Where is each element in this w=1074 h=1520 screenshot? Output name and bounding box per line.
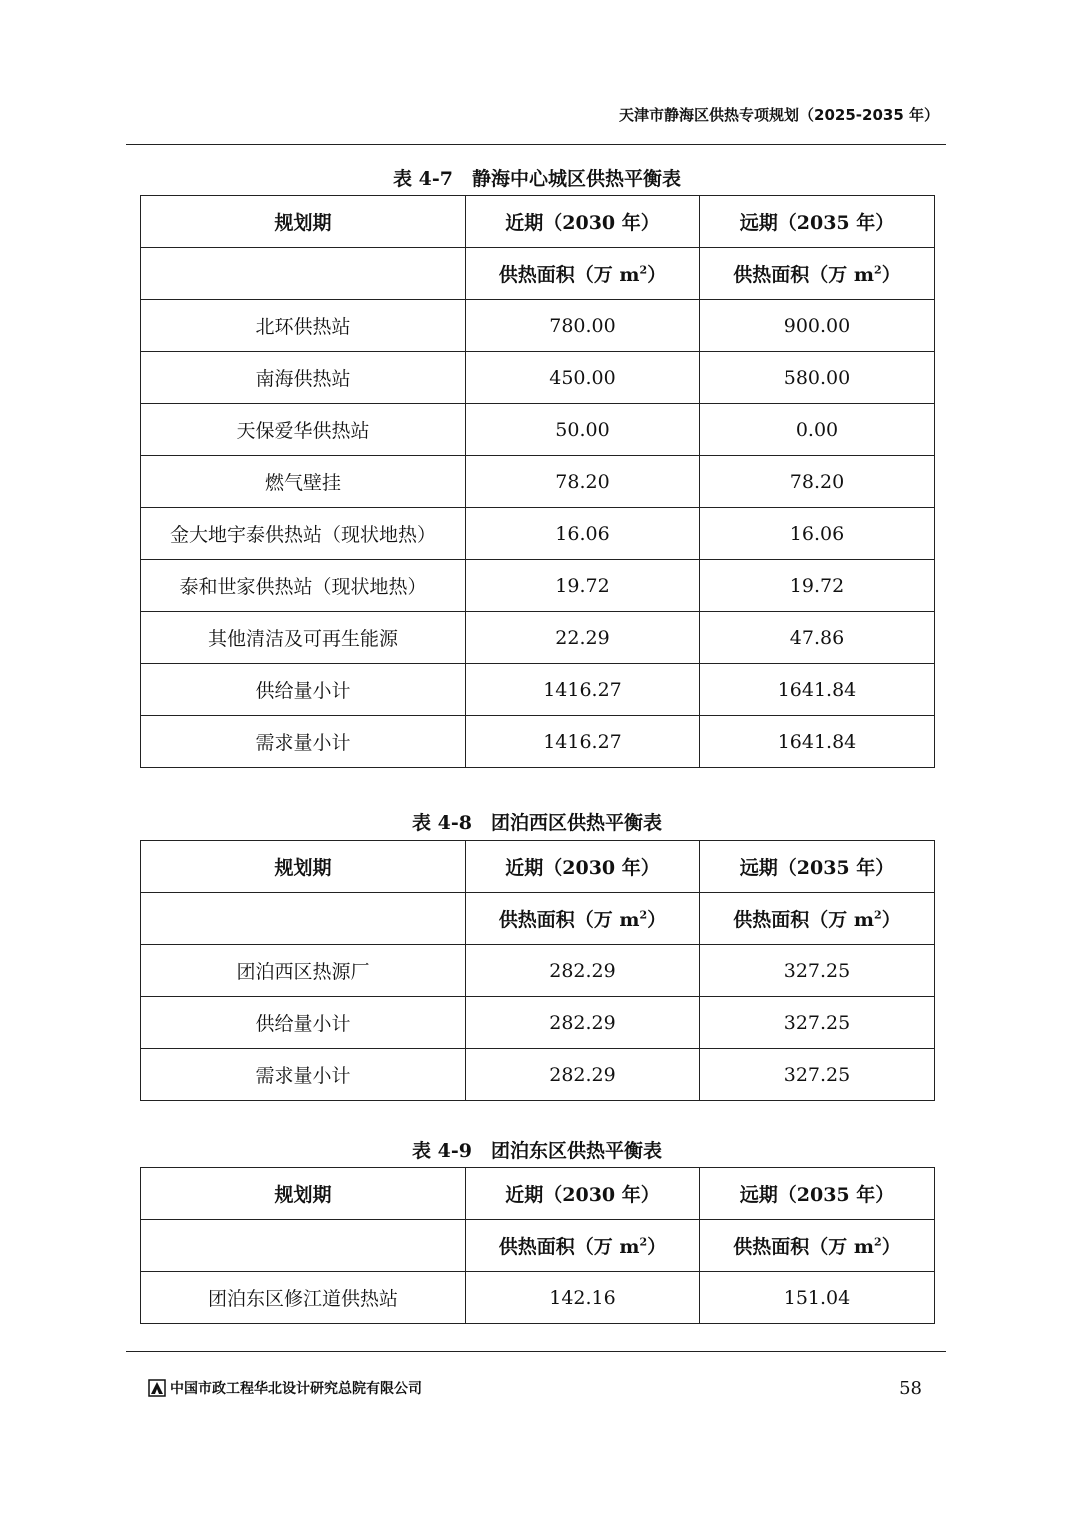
subheader-long-area: 供热面积（万 $m^2$） (700, 893, 935, 945)
page-number: 58 (899, 1378, 922, 1399)
table-row (141, 300, 935, 352)
row-label: 供给量小计 (141, 997, 466, 1049)
row-near-value: 1416.27 (466, 664, 700, 716)
row-near-value: 78.20 (466, 456, 700, 508)
row-long-value: 900.00 (700, 300, 935, 352)
header-cell-long-term: 远期（2035 年） (700, 841, 935, 893)
table-4-8 (140, 840, 935, 1101)
row-near-value: 450.00 (466, 352, 700, 404)
row-near-value: 282.29 (466, 1049, 700, 1101)
company-logo-icon (148, 1379, 166, 1397)
subheader-empty-cell (141, 248, 466, 300)
row-label: 需求量小计 (141, 1049, 466, 1101)
row-near-value: 142.16 (466, 1272, 700, 1324)
row-long-value: 19.72 (700, 560, 935, 612)
table-row (141, 404, 935, 456)
table-row (141, 508, 935, 560)
row-long-value: 78.20 (700, 456, 935, 508)
header-cell-period: 规划期 (141, 1168, 466, 1220)
table-subheader-row (141, 248, 935, 300)
table-header-row (141, 1168, 935, 1220)
table-row (141, 1272, 935, 1324)
table-4-7 (140, 195, 935, 768)
subheader-near-area: 供热面积（万 $m^2$） (466, 1220, 700, 1272)
page-header-title: 天津市静海区供热专项规划（2025-2035 年） (619, 106, 939, 124)
row-near-value: 16.06 (466, 508, 700, 560)
row-long-value: 151.04 (700, 1272, 935, 1324)
footer-divider (126, 1351, 946, 1352)
header-cell-near-term: 近期（2030 年） (466, 1168, 700, 1220)
table-4-7-caption: 表 4-7 静海中心城区供热平衡表 (393, 168, 681, 190)
table-header-row (141, 196, 935, 248)
row-label: 供给量小计 (141, 664, 466, 716)
table-subheader-row (141, 1220, 935, 1272)
row-long-value: 327.25 (700, 945, 935, 997)
row-near-value: 22.29 (466, 612, 700, 664)
subheader-empty-cell (141, 893, 466, 945)
table-row (141, 352, 935, 404)
row-long-value: 16.06 (700, 508, 935, 560)
table-row (141, 456, 935, 508)
table-header-row (141, 841, 935, 893)
subheader-empty-cell (141, 1220, 466, 1272)
row-near-value: 19.72 (466, 560, 700, 612)
row-long-value: 327.25 (700, 1049, 935, 1101)
row-long-value: 327.25 (700, 997, 935, 1049)
table-row (141, 664, 935, 716)
row-label: 团泊东区修江道供热站 (141, 1272, 466, 1324)
row-long-value: 47.86 (700, 612, 935, 664)
table-row (141, 945, 935, 997)
table-4-9-caption: 表 4-9 团泊东区供热平衡表 (412, 1140, 662, 1162)
table-row (141, 1049, 935, 1101)
subheader-near-area: 供热面积（万 $m^2$） (466, 248, 700, 300)
header-cell-near-term: 近期（2030 年） (466, 841, 700, 893)
row-label: 南海供热站 (141, 352, 466, 404)
table-row (141, 997, 935, 1049)
header-cell-long-term: 远期（2035 年） (700, 1168, 935, 1220)
row-label: 北环供热站 (141, 300, 466, 352)
subheader-near-area: 供热面积（万 $m^2$） (466, 893, 700, 945)
row-label: 金大地宇泰供热站（现状地热） (141, 508, 466, 560)
row-label: 团泊西区热源厂 (141, 945, 466, 997)
row-long-value: 0.00 (700, 404, 935, 456)
row-label: 泰和世家供热站（现状地热） (141, 560, 466, 612)
header-cell-period: 规划期 (141, 841, 466, 893)
table-row (141, 612, 935, 664)
row-label: 燃气壁挂 (141, 456, 466, 508)
subheader-long-area: 供热面积（万 $m^2$） (700, 248, 935, 300)
row-near-value: 1416.27 (466, 716, 700, 768)
row-near-value: 50.00 (466, 404, 700, 456)
row-near-value: 282.29 (466, 997, 700, 1049)
row-long-value: 580.00 (700, 352, 935, 404)
row-label: 需求量小计 (141, 716, 466, 768)
header-cell-long-term: 远期（2035 年） (700, 196, 935, 248)
header-divider (126, 144, 946, 145)
header-cell-period: 规划期 (141, 196, 466, 248)
row-near-value: 282.29 (466, 945, 700, 997)
row-long-value: 1641.84 (700, 716, 935, 768)
table-subheader-row (141, 893, 935, 945)
row-long-value: 1641.84 (700, 664, 935, 716)
header-cell-near-term: 近期（2030 年） (466, 196, 700, 248)
table-4-8-caption: 表 4-8 团泊西区供热平衡表 (412, 812, 662, 834)
footer-org-name: 中国市政工程华北设计研究总院有限公司 (170, 1381, 422, 1397)
row-label: 天保爱华供热站 (141, 404, 466, 456)
row-label: 其他清洁及可再生能源 (141, 612, 466, 664)
table-4-9 (140, 1167, 935, 1324)
table-row (141, 560, 935, 612)
row-near-value: 780.00 (466, 300, 700, 352)
subheader-long-area: 供热面积（万 $m^2$） (700, 1220, 935, 1272)
table-row (141, 716, 935, 768)
footer-organization (148, 1378, 422, 1398)
